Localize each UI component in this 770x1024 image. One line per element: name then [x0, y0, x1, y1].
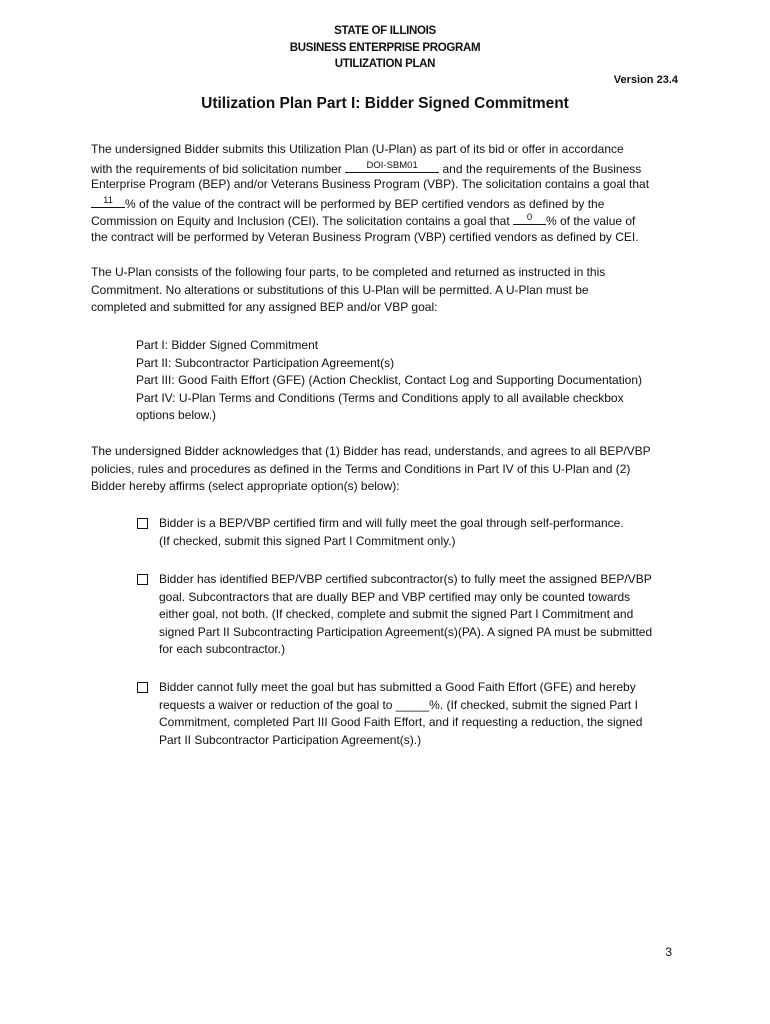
parts-list	[136, 337, 676, 425]
ack-line-1: The undersigned Bidder acknowledges that (1) Bidder has read, understands, and agrees to all BEP/VBP	[91, 444, 651, 458]
intro-line-1: The undersigned Bidder submits this Utilization Plan (U-Plan) as part of its bid or offer in accordance	[91, 142, 624, 156]
intro-line-4: 11 % of the value of the contract will be performed by BEP certified vendors as defined by the	[91, 194, 681, 212]
page-number: 3	[665, 945, 672, 959]
ack-line-3: Bidder hereby affirms (select appropriate option(s) below):	[91, 479, 400, 494]
intro-line-3: Enterprise Program (BEP) and/or Veterans Business Program (VBP). The solicitation contains a goal that	[91, 177, 650, 192]
part-3-item: Part III: Good Faith Effort (GFE) (Action Checklist, Contact Log and Supporting Documentation)	[136, 373, 643, 388]
header-state: STATE OF ILLINOIS	[334, 25, 436, 37]
acknowledgement-paragraph	[91, 443, 681, 496]
option-1-text: Bidder is a BEP/VBP certified firm and will fully meet the goal through self-performance. (If checked, submit this signed Part I Commitment only.)	[159, 516, 624, 548]
part-4-item: Part IV: U-Plan Terms and Conditions (Terms and Conditions apply to all available checkbox	[136, 390, 624, 405]
version-label: Version 23.4	[613, 74, 678, 86]
good-faith-effort-checkbox[interactable]	[137, 682, 148, 693]
part-4-item-cont: options below.)	[136, 408, 217, 423]
part-2-item: Part II: Subcontractor Participation Agreement(s)	[136, 355, 395, 370]
uplan-line-1: The U-Plan consists of the following four parts, to be completed and returned as instructed in this	[91, 265, 606, 279]
intro-line-5: Commission on Equity and Inclusion (CEI). The solicitation contains a goal that 0 % of the value of	[91, 212, 636, 229]
self-performance-checkbox[interactable]	[137, 518, 148, 529]
option-2-text: Bidder has identified BEP/VBP certified subcontractor(s) to fully meet the assigned BEP/VBP goal. Subcontractors that are dually BEP and VBP certified may only be counted towards either goal, not both. (If checked, complete and submit the signed Part I Commitment and signed Part II Subcontracting Participation Agreement(s)(PA). A signed PA must be submitted for each subcontractor.)	[159, 572, 653, 657]
part-1-item: Part I: Bidder Signed Commitment	[136, 338, 319, 352]
solicitation-number-field[interactable]: DOI-SBM01	[345, 159, 439, 173]
option-3-text: Bidder cannot fully meet the goal but has submitted a Good Faith Effort (GFE) and hereby requests a waiver or reduction of the goal to _____%. (If checked, submit the signed Part I Commitment, completed Part III Good Faith Effort, and if requesting a reduction, the signed Part II Subcontractor Participation Agreement(s).)	[159, 680, 643, 747]
subcontractors-checkbox[interactable]	[137, 574, 148, 585]
header-plan: UTILIZATION PLAN	[334, 58, 436, 70]
intro-line-6: the contract will be performed by Veteran Business Program (VBP) certified vendors as defined by CEI.	[91, 229, 639, 244]
intro-paragraph	[91, 141, 681, 247]
intro-line-2: with the requirements of bid solicitation number DOI-SBM01 and the requirements of the Business	[91, 159, 642, 176]
header-program: BUSINESS ENTERPRISE PROGRAM	[289, 42, 481, 54]
uplan-line-3: completed and submitted for any assigned BEP and/or VBP goal:	[91, 300, 438, 315]
ack-line-2: policies, rules and procedures as defined in the Terms and Conditions in Part IV of this U-Plan and (2)	[91, 461, 631, 476]
bep-goal-field[interactable]: 11	[91, 194, 125, 208]
vbp-goal-field[interactable]: 0	[513, 211, 546, 225]
uplan-paragraph	[91, 264, 681, 317]
page-title: Utilization Plan Part I: Bidder Signed Commitment	[201, 95, 569, 112]
uplan-line-2: Commitment. No alterations or substitutions of this U-Plan will be permitted. A U-Plan must be	[91, 282, 589, 297]
